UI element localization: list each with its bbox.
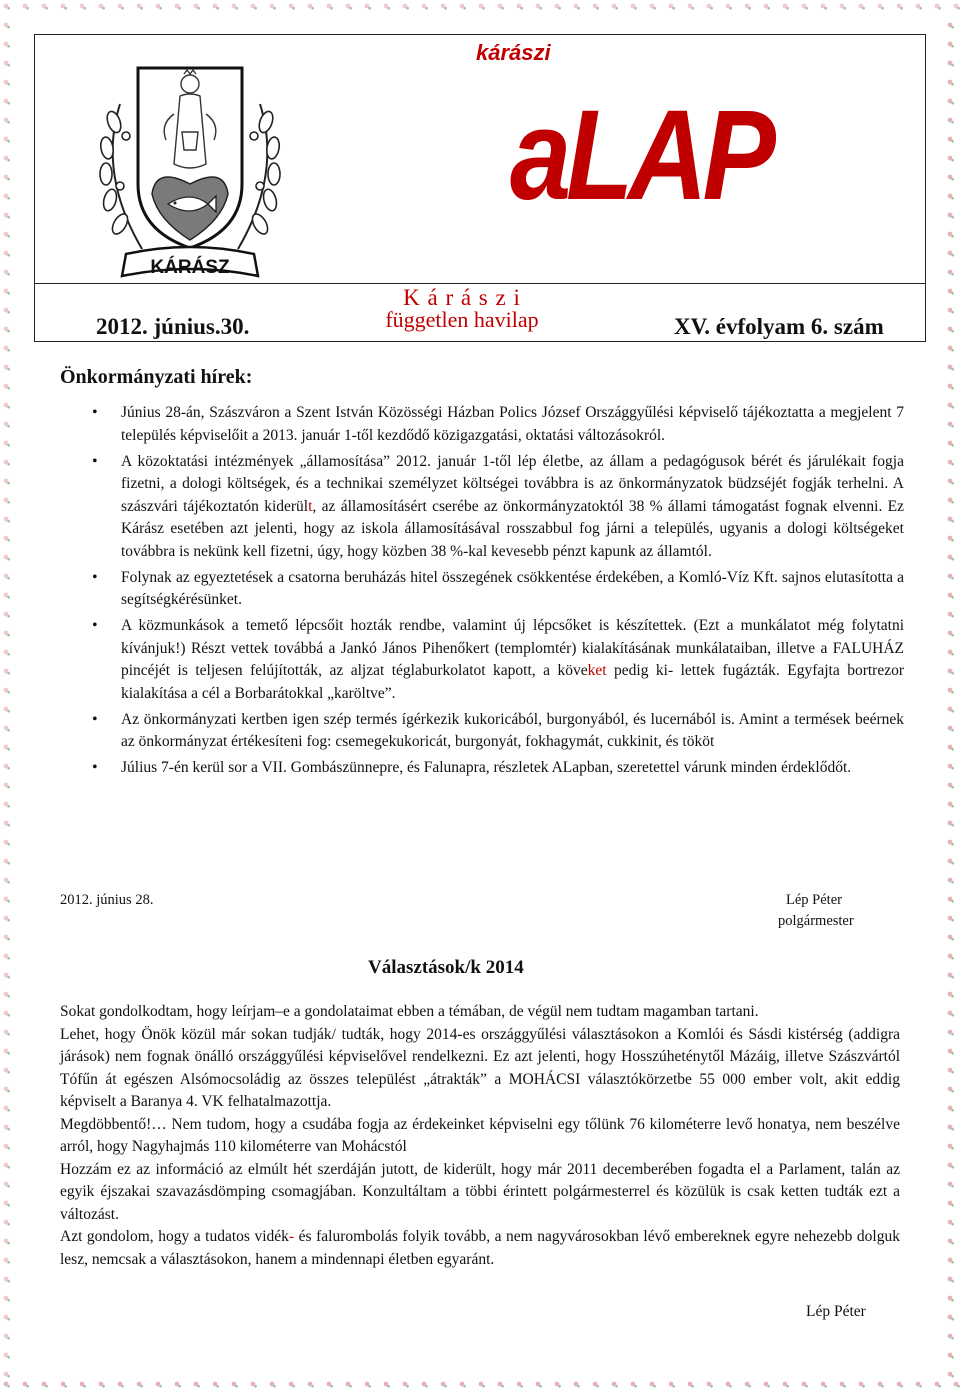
news-item: • Folynak az egyeztetések a csatorna beruházás hitel összegének csökkentése érdekében, a Komló-Víz Kft. sajnos elutasította a segítségkérésünket. xyxy=(60,567,904,612)
karasz-coat-of-arms-icon xyxy=(90,44,290,280)
article-paragraph: Hozzám ez az információ az elmúlt hét szerdáján jutott, de kiderült, hogy már 2011 decemberében fogadta el a Parlament, talán az egyik éjszakai szavazásdömping csomagjában. Konzultáltam a többi érintett polgármesterrel és közülük is csak ketten tudták ezt a változást. xyxy=(60,1160,900,1223)
news-item: • Június 28-án, Szászváron a Szent István Közösségi Házban Polics József Országgyűlési képviselő tájékoztatta a megjelent 7 település képviselőit a 2013. január 1-től kezdődő közigazgatási, oktatási változásokról. xyxy=(60,402,904,447)
article-paragraph: Azt gondolom, hogy a tudatos vidék- és falurombolás folyik tovább, a nem nagyvárosokban lévő embereknek egyre nehezebb dolguk lesz, nemcsak a választásokon, hanem a mindennapi életben egyaránt. xyxy=(60,1228,900,1268)
news-item: • A közmunkások a temető lépcsőit hozták rendbe, valamint új lépcsőket is készítettek. (Ezt a munkálatot még folytatni kívánjuk!) Részt vettek továbbá a Jankó János Pihenőkert (templomtér) kialakításának munkálataiban, illetve a FALUHÁZ pincéjét is teljesen felújították, az aljzat téglaburkolatot kapott, a köveket pedig ki- lettek fugázták. Egyfajta bortrezor kialakítása a cél a Borbarátokkal „karöltve”. xyxy=(60,615,904,705)
masthead-subtitle-line2: független havilap xyxy=(385,307,539,333)
masthead-subtitle-line1: K á r á s z i xyxy=(403,285,521,310)
article-body xyxy=(60,1001,900,1271)
crest-label: KÁRÁSZ xyxy=(150,257,230,278)
signature-date: 2012. június 28. xyxy=(60,892,154,908)
masthead-divider xyxy=(34,283,926,284)
news-item: • A közoktatási intézmények „államosítása” 2012. január 1-től lép életbe, az állam a pedagógusok bérét és járulékait fogja fizetni, a dologi költségek, és a technikai személyzet költségei továbbra is az önkormányzatok büdzséjét fogják terhelni. A szászvári tájékoztatón kiderült, az államosításért cserébe az önkormányzatoktól 38 % állami támogatást fognak elvenni. Ez Kárász esetében azt jelenti, hogy az iskola államosításával rosszabbul fog járni a település, ugyanis a dologi költségeket továbbra is nekünk kell fizetni, úgy, hogy közben 38 %-kal kevesebb pénzt kapunk az államtól. xyxy=(60,451,904,564)
article-signature: Lép Péter xyxy=(806,1303,866,1320)
news-item: • Az önkormányzati kertben igen szép termés ígérkezik kukoricából, burgonyából, és lucernából is. Amint a termések beérnek az önkormányzat értékesíteni fog: csemegekukoricát, burgonyát, fokhagymát, cukkinit, és tököt xyxy=(60,709,904,754)
news-list xyxy=(60,402,904,783)
news-item: • Július 7-én kerül sor a VII. Gombászünnepre, és Falunapra, részletek ALapban, szeretettel várunk minden érdeklődőt. xyxy=(60,757,904,780)
article-paragraph: Lehet, hogy Önök közül már sokan tudják/ tudták, hogy 2014-es országgyűlési választásokon a Komlói és Sásdi kistérség (addigra járások) nem fognak önálló országgyűlési képviselővel rendelkezni. Ez azt jelenti, hogy Hosszúheténytől Mázáig, illetve Szászvártól Tófűn át egészen Alsómocsoládig az összes települést „átrakták” a MOHÁCSI választókörzetbe 55 000 ember volt, akit eddig képviselt a Baranya 4. VK felhatalmazottja. xyxy=(60,1025,900,1110)
masthead-subtitle xyxy=(364,286,560,332)
issue-date: 2012. június.30. xyxy=(96,314,250,339)
article-paragraph: Sokat gondolkodtam, hogy leírjam–e a gondolataimat ebben a témában, de végül nem tudtam magamban tartani. xyxy=(60,1003,759,1020)
article-paragraph: Megdöbbentő!… Nem tudom, hogy a csudába fogja az érdekeinket képviselni egy tőlünk 76 kilométerre levő honatya, nem beszélve arról, hogy Nagyhajmás 110 kilométerre van Mohácstól xyxy=(60,1115,900,1155)
news-section-title: Önkormányzati hírek: xyxy=(60,366,253,388)
issue-volume: XV. évfolyam 6. szám xyxy=(674,314,884,339)
signature-name: Lép Péter xyxy=(786,892,842,908)
signature-role: polgármester xyxy=(778,913,854,929)
brand-logo-text: aLAP xyxy=(510,84,771,227)
article-title: Választások/k 2014 xyxy=(368,957,524,978)
brand-subtitle: kárászi xyxy=(476,40,551,65)
